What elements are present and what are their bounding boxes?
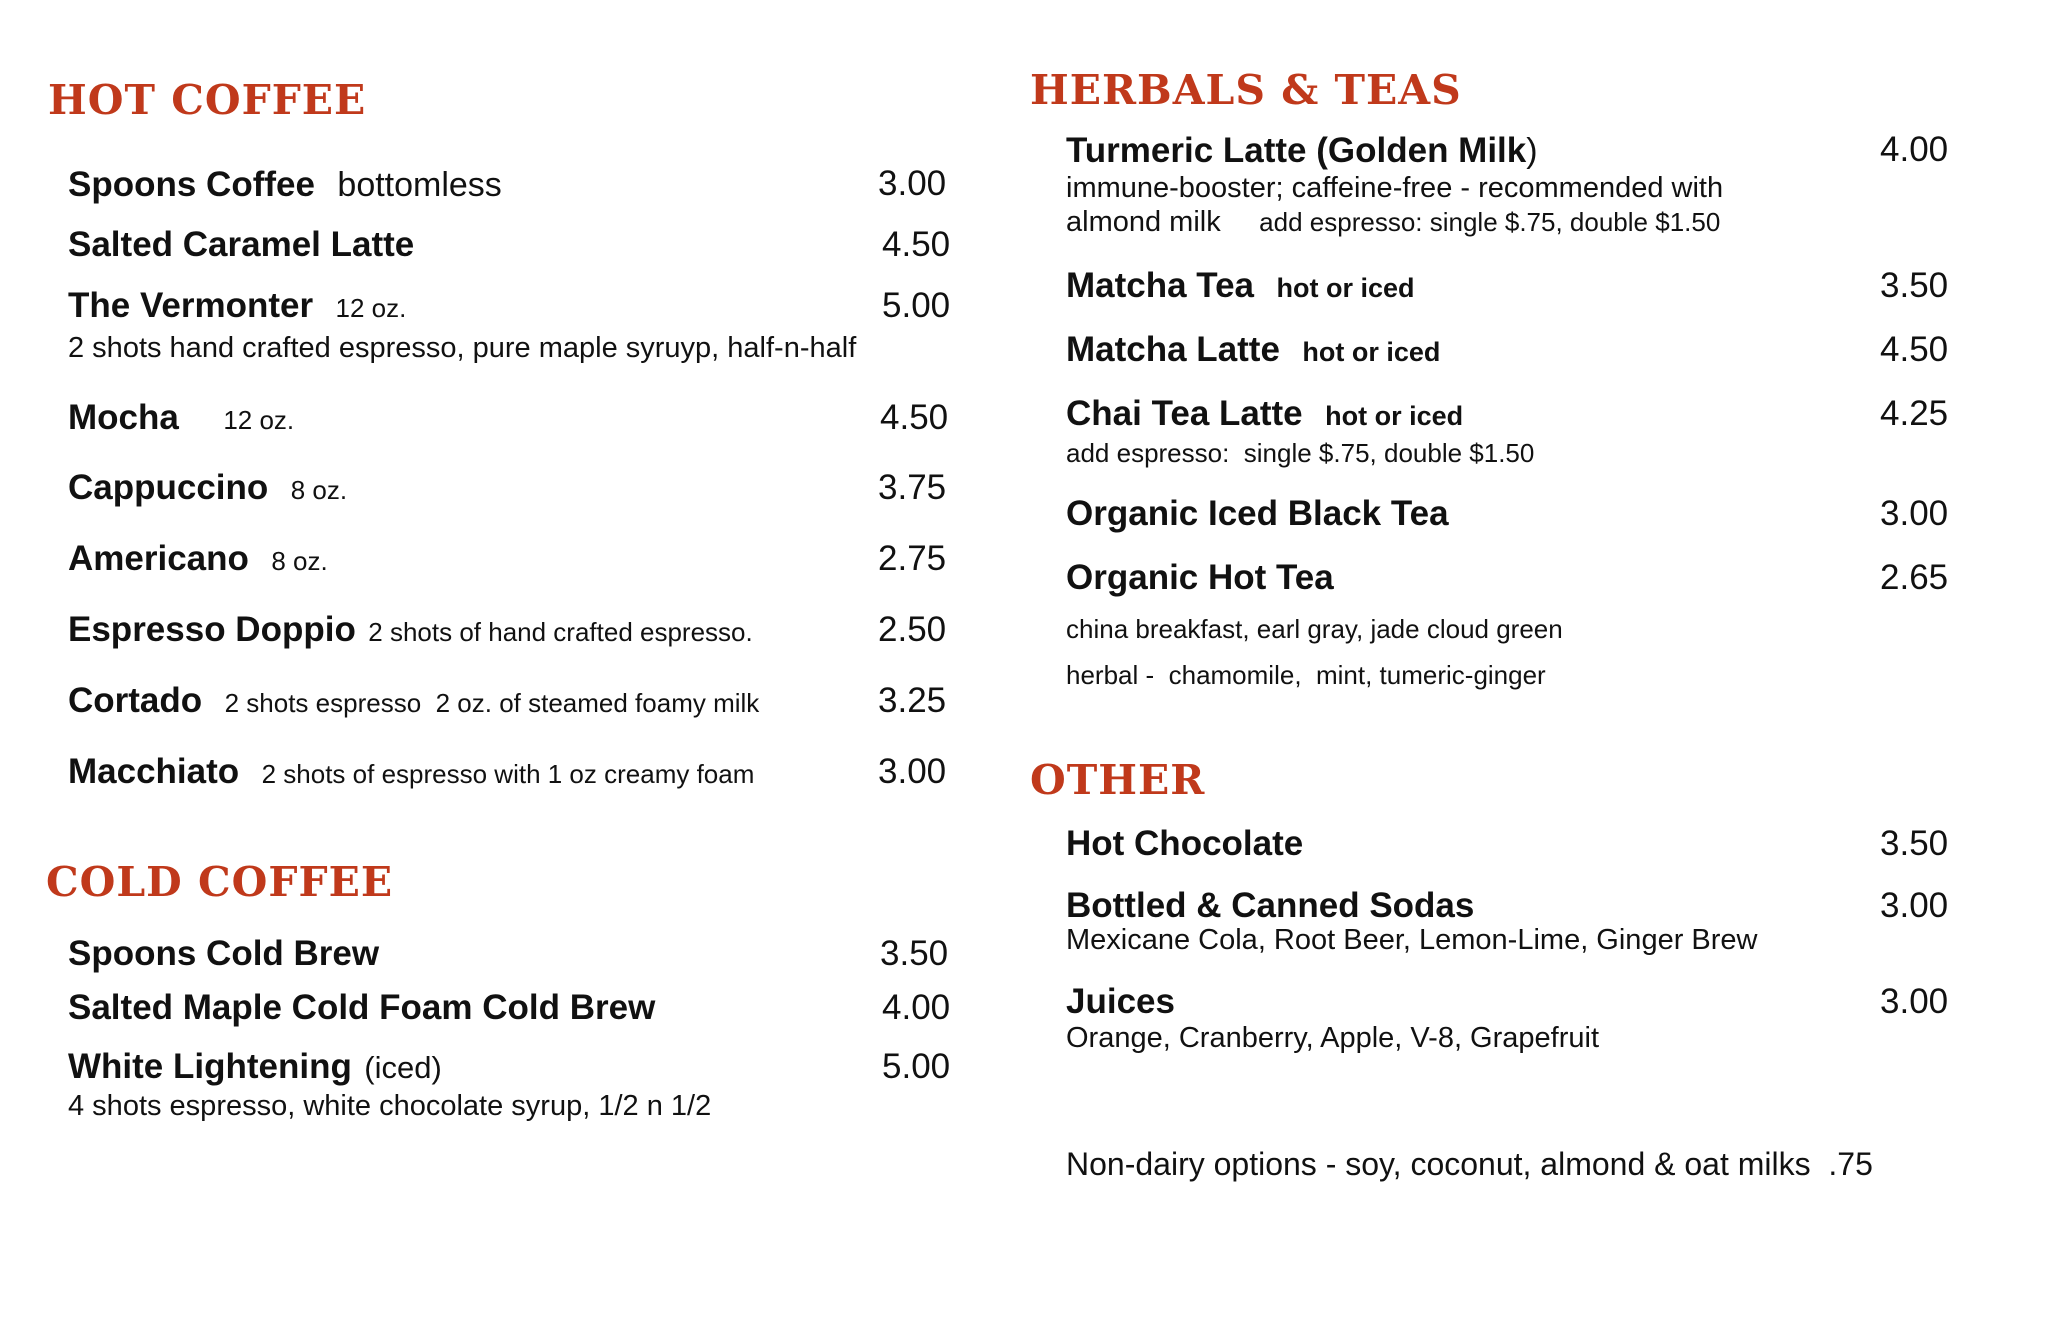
item-description: add espresso: single $.75, double $1.50	[1066, 438, 1535, 468]
item-name: Chai Tea Latte	[1066, 394, 1303, 433]
item-name-tail: )	[1526, 132, 1538, 170]
menu-item-the-vermonter	[68, 288, 406, 324]
item-price: 4.00	[1880, 130, 1949, 169]
item-note: hot or iced	[1276, 273, 1415, 303]
herbals-teas-heading: HERBALS & TEAS	[1030, 66, 1462, 114]
menu-item-bottled-canned-sodas	[1066, 888, 1474, 923]
item-name: Organic Hot Tea	[1066, 558, 1334, 597]
item-description: Mexicane Cola, Root Beer, Lemon-Lime, Ginger Brew	[1066, 924, 1758, 956]
item-note: (iced)	[364, 1050, 442, 1085]
other-heading: OTHER	[1030, 756, 1206, 804]
item-price: 3.50	[1880, 824, 1949, 863]
item-description: almond milk	[1066, 206, 1221, 238]
item-price: 4.50	[880, 398, 949, 437]
item-name: Hot Chocolate	[1066, 824, 1304, 863]
non-dairy-options-note: Non-dairy options - soy, coconut, almond & oat milks .75	[1066, 1146, 1873, 1182]
item-name: Spoons Cold Brew	[68, 934, 380, 973]
item-price: 4.25	[1880, 394, 1949, 433]
item-description: china breakfast, earl gray, jade cloud green	[1066, 614, 1563, 644]
item-note: 2 shots espresso 2 oz. of steamed foamy milk	[224, 688, 760, 718]
item-name: Turmeric Latte (Golden Milk	[1066, 131, 1527, 170]
item-name: Organic Iced Black Tea	[1066, 494, 1449, 533]
item-price: 2.65	[1880, 558, 1949, 597]
item-price: 3.00	[878, 752, 947, 791]
menu-item-espresso-doppio	[68, 612, 753, 648]
hot-coffee-heading: HOT COFFEE	[48, 76, 367, 124]
item-price: 2.50	[878, 610, 947, 649]
item-price: 3.50	[880, 934, 949, 973]
item-note: hot or iced	[1325, 401, 1464, 431]
item-description: 4 shots espresso, white chocolate syrup, 1/2 n 1/2	[68, 1090, 712, 1122]
item-price: 3.50	[1880, 266, 1949, 305]
menu-item-matcha-tea	[1066, 268, 1415, 304]
menu-item-americano	[68, 541, 328, 577]
menu-item-juices	[1066, 984, 1175, 1019]
menu-item-organic-hot-tea	[1066, 560, 1334, 595]
item-description-line2	[1066, 208, 1720, 237]
item-note: 2 shots of espresso with 1 oz creamy foam	[261, 759, 755, 789]
item-note: hot or iced	[1302, 337, 1441, 367]
item-price: 2.75	[878, 539, 947, 578]
menu-item-turmeric-latte	[1066, 132, 1538, 171]
item-note: 8 oz.	[290, 475, 348, 505]
item-note: 2 shots of hand crafted espresso.	[368, 617, 753, 647]
menu-item-macchiato	[68, 754, 754, 790]
item-note: 12 oz.	[335, 293, 407, 323]
menu-item-spoons-cold-brew	[68, 936, 379, 971]
item-price: 3.00	[1880, 982, 1949, 1021]
item-name: Mocha	[68, 398, 179, 437]
item-name: Salted Caramel Latte	[68, 225, 415, 264]
menu-item-chai-tea-latte	[1066, 396, 1463, 432]
item-add-espresso-note: add espresso: single $.75, double $1.50	[1259, 207, 1721, 237]
menu-item-matcha-latte	[1066, 332, 1440, 368]
item-price: 3.25	[878, 681, 947, 720]
item-name: Macchiato	[68, 752, 240, 791]
menu-item-organic-iced-black-tea	[1066, 496, 1449, 531]
item-description: Orange, Cranberry, Apple, V-8, Grapefruit	[1066, 1022, 1600, 1054]
item-price: 3.75	[878, 468, 947, 507]
menu-item-salted-maple-cold-foam-cold-brew	[68, 990, 655, 1025]
cold-coffee-heading: COLD COFFEE	[46, 858, 394, 906]
item-name: Cappuccino	[68, 468, 269, 507]
menu-item-hot-chocolate	[1066, 826, 1303, 861]
menu-item-white-lightening	[68, 1049, 442, 1086]
item-price: 5.00	[882, 1047, 951, 1086]
menu-item-mocha	[68, 400, 294, 436]
item-price: 3.00	[1880, 886, 1949, 925]
item-name: Juices	[1066, 982, 1175, 1021]
item-note: 8 oz.	[271, 546, 328, 576]
item-name: Spoons Coffee	[68, 165, 315, 204]
item-note: bottomless	[337, 166, 502, 204]
item-price: 3.00	[878, 164, 947, 203]
item-description: 2 shots hand crafted espresso, pure maple syruyp, half-n-half	[68, 332, 857, 364]
item-name: Bottled & Canned Sodas	[1066, 886, 1475, 925]
item-name: Matcha Latte	[1066, 330, 1280, 369]
item-name: Matcha Tea	[1066, 266, 1255, 305]
item-name: Salted Maple Cold Foam Cold Brew	[68, 988, 656, 1027]
item-price: 4.50	[1880, 330, 1949, 369]
item-description: herbal - chamomile, mint, tumeric-ginger	[1066, 660, 1546, 690]
menu-item-salted-caramel-latte	[68, 227, 414, 262]
item-name: Cortado	[68, 681, 203, 720]
menu-item-cortado	[68, 683, 759, 719]
item-description: immune-booster; caffeine-free - recommended with	[1066, 172, 1724, 204]
item-name: Americano	[68, 539, 249, 578]
item-price: 4.50	[882, 225, 951, 264]
item-price: 3.00	[1880, 494, 1949, 533]
item-name: Espresso Doppio	[68, 610, 356, 649]
menu-item-cappuccino	[68, 470, 347, 506]
item-note: 12 oz.	[223, 405, 295, 435]
item-price: 5.00	[882, 286, 951, 325]
menu-item-spoons-coffee	[68, 166, 502, 205]
item-name: White Lightening	[68, 1047, 352, 1086]
item-price: 4.00	[882, 988, 951, 1027]
item-name: The Vermonter	[68, 286, 314, 325]
